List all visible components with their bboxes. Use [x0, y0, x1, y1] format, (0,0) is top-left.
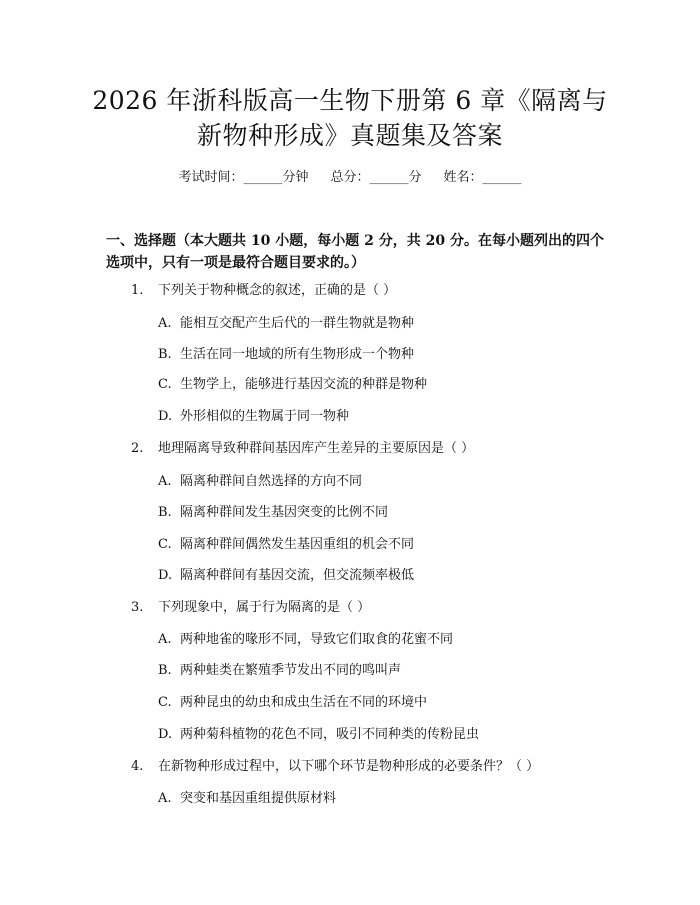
question-3-option-a — [158, 630, 453, 650]
section-heading: 一、选择题（本大题共 10 小题，每小题 2 分，共 20 分。在每小题列出的四个选项中，只有一项是最符合题目要求的。） — [106, 233, 604, 271]
option-text: 隔离种群间发生基因突变的比例不同 — [180, 505, 389, 520]
question-1-option-c — [158, 375, 427, 395]
option-text: 突变和基因重组提供原材料 — [180, 791, 337, 806]
question-3-option-b — [158, 661, 401, 681]
question-2-option-a — [158, 472, 362, 492]
question-1 — [131, 281, 396, 301]
option-letter: A. — [158, 632, 172, 647]
option-letter: B. — [158, 505, 172, 520]
exam-info-line — [0, 168, 700, 188]
question-4 — [131, 757, 539, 777]
option-letter: B. — [158, 347, 172, 362]
question-2-option-b — [158, 503, 388, 523]
document-title-line-1: 2026 年浙科版高一生物下册第 6 章《隔离与 — [92, 86, 608, 115]
question-3 — [131, 598, 370, 618]
option-text: 隔离种群间有基因交流，但交流频率极低 — [180, 568, 415, 583]
option-text: 隔离种群间偶然发生基因重组的机会不同 — [180, 537, 415, 552]
option-letter: D. — [158, 727, 173, 742]
option-letter: B. — [158, 663, 172, 678]
option-text: 两种昆虫的幼虫和成虫生活在不同的环境中 — [180, 695, 428, 710]
option-text: 外形相似的生物属于同一物种 — [180, 409, 350, 424]
document-title-line-2: 新物种形成》真题集及答案 — [196, 121, 503, 150]
option-letter: D. — [158, 409, 173, 424]
option-text: 生物学上，能够进行基因交流的种群是物种 — [180, 377, 428, 392]
option-text: 能相互交配产生后代的一群生物就是物种 — [180, 316, 415, 331]
option-letter: D. — [158, 568, 173, 583]
option-text: 两种地雀的喙形不同，导致它们取食的花蜜不同 — [180, 632, 454, 647]
question-2 — [131, 439, 474, 459]
question-number: 3. — [131, 600, 144, 615]
option-letter: C. — [158, 377, 172, 392]
option-text: 两种蛙类在繁殖季节发出不同的鸣叫声 — [180, 663, 402, 678]
question-number: 1. — [131, 283, 144, 298]
question-text: 下列关于物种概念的叙述，正确的是（ ） — [158, 283, 397, 298]
question-1-option-b — [158, 345, 414, 365]
question-3-option-c — [158, 693, 427, 713]
option-text: 隔离种群间自然选择的方向不同 — [180, 474, 363, 489]
question-2-option-d — [158, 566, 414, 586]
question-3-option-d — [158, 725, 479, 745]
option-letter: A. — [158, 474, 172, 489]
exam-time-field: 考试时间：______分钟 — [178, 170, 309, 185]
question-number: 4. — [131, 759, 144, 774]
question-text: 下列现象中，属于行为隔离的是（ ） — [158, 600, 371, 615]
option-letter: C. — [158, 537, 172, 552]
option-letter: C. — [158, 695, 172, 710]
option-text: 生活在同一地域的所有生物形成一个物种 — [180, 347, 415, 362]
question-1-option-a — [158, 314, 414, 334]
option-letter: A. — [158, 316, 172, 331]
exam-score-field: 总分：______分 — [330, 170, 422, 185]
question-text: 地理隔离导致种群间基因库产生差异的主要原因是（ ） — [158, 441, 475, 456]
question-4-option-a — [158, 789, 336, 809]
option-text: 两种菊科植物的花色不同，吸引不同种类的传粉昆虫 — [180, 727, 480, 742]
option-letter: A. — [158, 791, 172, 806]
student-name-field: 姓名：______ — [443, 170, 522, 185]
question-number: 2. — [131, 441, 144, 456]
question-1-option-d — [158, 407, 349, 427]
question-2-option-c — [158, 535, 414, 555]
question-text: 在新物种形成过程中，以下哪个环节是物种形成的必要条件？（ ） — [158, 759, 540, 774]
